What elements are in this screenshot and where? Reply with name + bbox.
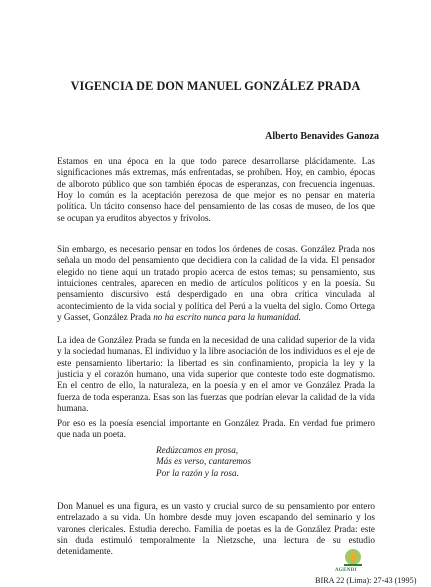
poem-line: Más es verso, cantaremos (156, 456, 252, 467)
paragraph-4: Por eso es la poesía esencial importante en González Prada. En verdad fue primero que nada un poeta. (57, 418, 375, 440)
page-footer-citation: BIRA 22 (Lima): 27-43 (1995) (315, 576, 417, 585)
article-author: Alberto Benavides Ganoza (265, 131, 379, 142)
logo-text: AGENDI (335, 568, 357, 573)
paragraph-2-text: Sin embargo, es necesario pensar en todos los órdenes de cosas. González Prada nos señala un modo del pensamiento que decidiera con la calidad de la vida. El pensador elegido no tiene aquí un tratado propio acerca de estos temas; su pensamiento, sus intuiciones centrales, aparecen en medio de artículos políticos y en la poesía. Su pensamiento discursivo está desperdigado en una obra crítica vinculada al acontecimiento de la vida social y política del Perú a la vuelta del siglo. Como Ortega y Gasset, González Prada (57, 244, 375, 323)
article-title: VIGENCIA DE DON MANUEL GONZÁLEZ PRADA (70, 79, 361, 93)
paragraph-3: La idea de González Prada se funda en la necesidad de una calidad superior de la vida y la sociedad humanas. El individuo y la libre asociación de los individuos es el eje de este pensamiento libertario: la libertad es sin confinamiento, propicia la ley y la justicia y el corazón humano, una vida superior que conteste todo este dogmatismo. En el centro de ello, la naturaleza, en la poesía y en el amor ve González Prada la fuerza de toda esperanza. Esas son las fuerzas que podrían elevar la calidad de la vida humana. (57, 335, 375, 414)
paragraph-5: Don Manuel es una figura, es un vasto y crucial surco de su pensamiento por entero entrelazado a su vida. Un hombre desde muy joven escapando del seminario y los varones clericales. Estudia derecho. Familia de poetas es la de González Prada: este sin duda estimuló temporalmente la Nietzsche, una lectura de su estudio detenidamente. (57, 501, 375, 557)
paragraph-1: Estamos en una época en la que todo parece desarrollarse plácidamente. Las significaciones más extremas, más enfrentadas, se prohíben. Hoy, en cambio, épocas de alboroto público que son también épocas de esperanzas, con frecuencia ingenuas. Hoy lo común es la aceptación perezosa de que mejor es no pensar en materia política. Un tácito consenso hace del pensamiento de las cosas de museo, de los que se ocupan ya eruditos abyectos y frívolos. (57, 156, 375, 223)
poem-line: Redúzcamos en prosa, (156, 445, 239, 455)
poem-line: Por la razón y la rosa. (156, 467, 239, 478)
paragraph-2 (57, 244, 375, 323)
paragraph-2-italic: no ha escrito nunca para la humanidad. (153, 312, 301, 323)
poem-verse (156, 445, 251, 479)
